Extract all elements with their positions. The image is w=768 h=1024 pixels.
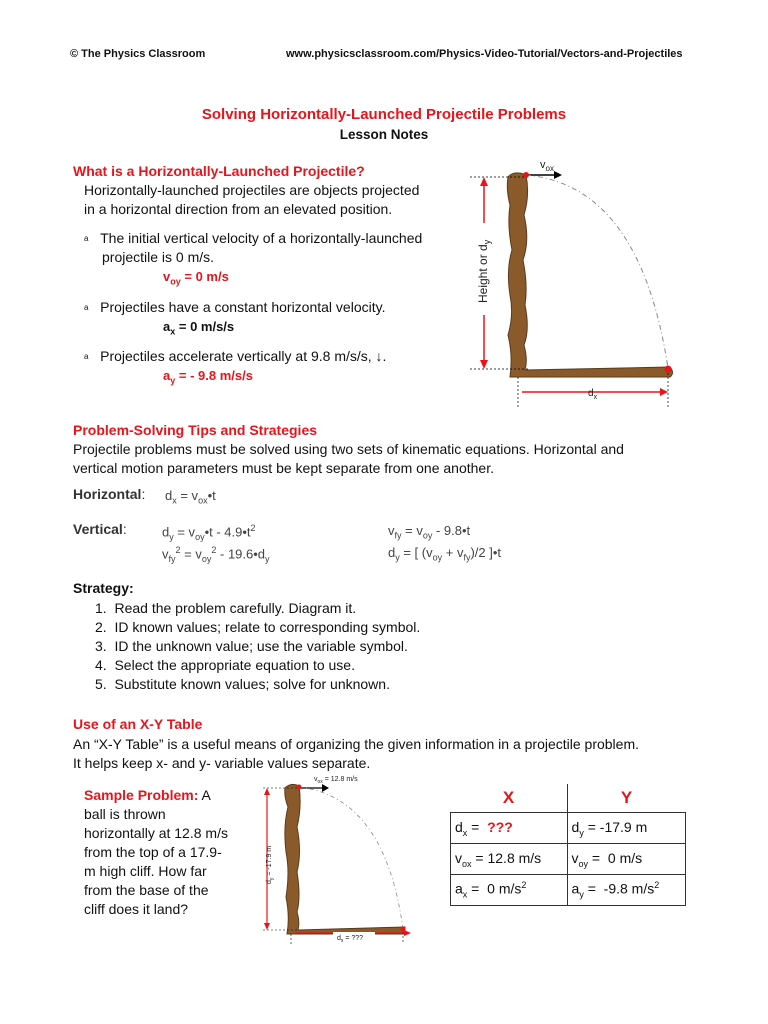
vertical-eq-3: $v_{fy}^2 = v_{oy}^2$ - $19.6•d_y$: [162, 545, 270, 564]
section3-text: An “X-Y Table” is a useful means of organizing the given information in a projectile problem. It helps keep x- and y- variable values separate.: [73, 736, 640, 771]
ay-equation: $a_y$ = - 9.8 m/s/s: [163, 368, 253, 386]
dx-label: $d_x$: [588, 388, 598, 401]
voy-equation: $v_{oy} = 0$ m/s: [163, 269, 229, 287]
header-url[interactable]: www.physicsclassroom.com/Physics-Video-Tutorial/Vectors-and-Projectiles: [286, 48, 683, 60]
vertical-eq-1: $d_y$ = $v_{oy}•t$ - $4.9•t^2$: [162, 523, 256, 542]
bullet-1: $^a$ The initial vertical velocity of a horizontally-launched projectile is 0 m/s. $v_{oy} = 0$ m/s: [84, 229, 464, 292]
header-copyright: © The Physics Classroom: [70, 48, 206, 60]
bullet-3: $^a$ Projectiles accelerate vertically at 9.8 m/s/s, ↓. $a_y$ = - 9.8 m/s/s: [84, 347, 464, 391]
col-y-header: Y: [567, 784, 685, 813]
table-row: [451, 813, 686, 844]
page-subtitle: Lesson Notes: [339, 127, 429, 142]
strategy-step: 3. ID the unknown value; use the variable symbol.: [95, 638, 408, 654]
section1-heading: What is a Horizontally-Launched Projectile?: [73, 163, 365, 179]
strategy-step: 2. ID known values; relate to corresponding symbol.: [95, 619, 421, 635]
table-row: [451, 875, 686, 906]
cliff-shape: [507, 173, 672, 377]
horizontal-equation: $d_x$ = $v_{ox}•t$: [165, 488, 216, 506]
strategy-step: 5. Substitute known values; solve for unknown.: [95, 676, 390, 692]
page-title: Solving Horizontally-Launched Projectile Problems: [201, 106, 567, 123]
col-x-header: X: [451, 784, 568, 813]
ax-equation: $a_x = 0$ m/s/s: [163, 319, 235, 337]
section3-heading: Use of an X-Y Table: [73, 716, 203, 732]
vox-label: $v_{ox}$: [540, 159, 554, 173]
vertical-eq-2: $v_{fy} = v_{oy}$ - 9.8•t: [388, 523, 471, 541]
strategy-heading: Strategy:: [73, 580, 134, 596]
table-row: [451, 844, 686, 875]
strategy-step: 4. Select the appropriate equation to use.: [95, 657, 355, 673]
vox-small-label: $v_{ox} = 12.8$ m/s: [314, 776, 358, 785]
ax-cell: $a_x = 0$ $m/s^2$: [451, 875, 568, 906]
xy-table: [450, 784, 686, 906]
section2-heading: Problem-Solving Tips and Strategies: [73, 422, 318, 438]
dx-cell: $d_x$ = ???: [451, 813, 568, 844]
sample-problem: Sample Problem: A ball is thrown horizontally at 12.8 m/s from the top of a 17.9- m high cliff. How far from the base of the cliff does it land?: [84, 787, 228, 917]
small-cliff-shape: [285, 784, 405, 934]
vox-cell: $v_{ox} = 12.8$ m/s: [451, 844, 568, 875]
strategy-list: [95, 599, 420, 694]
dx-small-label: $d_x$ = ???: [337, 935, 364, 944]
horizontal-label: Horizontal:: [73, 486, 146, 502]
ay-cell: $a_y = -9.8$ $m/s^2$: [567, 875, 685, 906]
section1-intro: Horizontally-launched projectiles are objects projected in a horizontal direction from an elevated position.: [84, 182, 420, 217]
dy-cell: $d_y = -17.9$ m: [567, 813, 685, 844]
section2-text: Projectile problems must be solved using two sets of kinematic equations. Horizontal and vertical motion parameters must be kept separate from one another.: [73, 441, 624, 476]
height-label: Height or $d_y$: [476, 239, 492, 303]
strategy-step: 1. Read the problem carefully. Diagram it.: [95, 600, 357, 616]
trajectory-path: [526, 175, 668, 368]
dy-label: $d_y = -17.9$ m: [266, 845, 275, 884]
vertical-eq-4: $d_y$ = [ $(v_{oy} + v_{fy})/2$ ]•t: [388, 545, 502, 563]
voy-cell: $v_{oy} = 0$ m/s: [567, 844, 685, 875]
projectile-diagram: [470, 155, 690, 410]
vertical-label: Vertical:: [73, 521, 127, 537]
bullet-2: $^a$ Projectiles have a constant horizontal velocity. $a_x = 0$ m/s/s: [84, 298, 464, 342]
sample-diagram: [255, 772, 425, 947]
